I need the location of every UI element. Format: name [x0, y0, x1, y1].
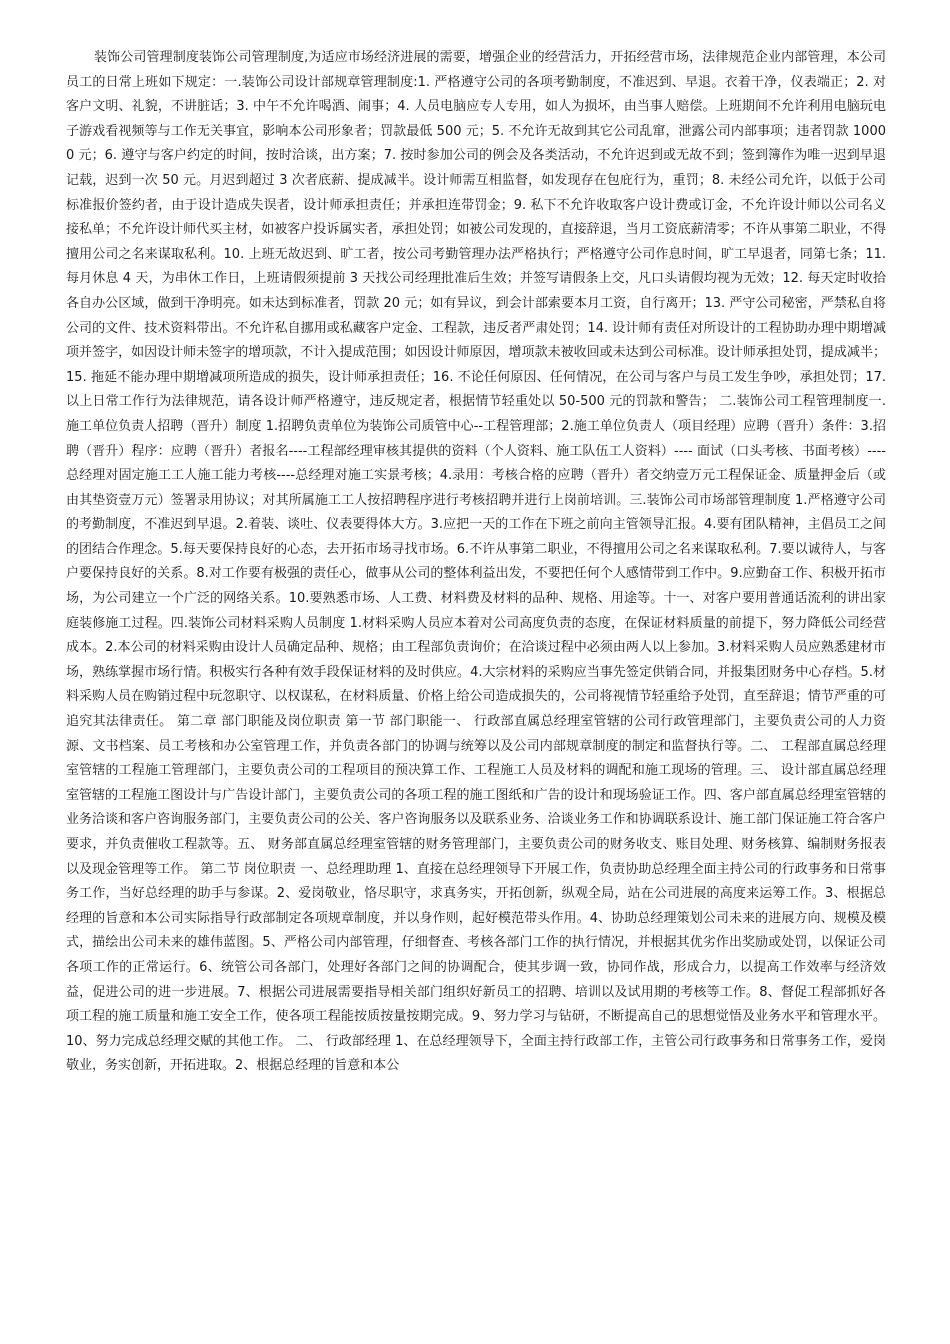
document-body-paragraph: 装饰公司管理制度装饰公司管理制度,为适应市场经济进展的需要，增强企业的经营活力，开拓经营市场，法律规范企业内部管理，本公司员工的日常上班如下规定：一.装饰公司设计部规章管理制度:1. 严格遵守公司的各项考勤制度，不准迟到、早退。衣着干净，仪表端正；2. 对客户文明、礼貌，不讲脏话；3. 中午不允许喝酒、闹事；4. 人员电脑应专人专用，如人为损坏，由当事人赔偿。上班期间不允许利用电脑玩电子游戏看视频等与工作无关事宜，影响本公司形象者；罚款最低 500 元；5. 不允许无故到其它公司乱窜，泄露公司内部事项；违者罚款 10000 元；6. 遵守与客户约定的时间，按时洽谈，出方案；7. 按时参加公司的例会及各类活动，不允许迟到或无故不到；签到簿作为唯一迟到早退记载，迟到一次 50 元。月迟到超过 3 次者底薪、提成减半。设计师需互相监督，如发现存在包庇行为，重罚；8. 未经公司允许，以低于公司标准报价签约者，由于设计造成失误者，设计师承担责任；并承担连带罚金；9. 私下不允许收取客户设计费或订金，不允许设计师以公司名义接私单；不允许设计师代买主材，如被客户投诉属实者，承担处罚；如被公司发现的，直接辞退，当月工资底薪清零；不许从事第二职业，不得擅用公司之名来谋取私利。10. 上班无故迟到、旷工者，按公司考勤管理办法严格执行；严格遵守公司作息时间，旷工早退者，同第七条；11. 每月休息 4 天，为串休工作日，上班请假须提前 3 天找公司经理批准后生效；并签写请假条上交，凡口头请假均视为无效；12. 每天定时收拾各自办公区域，做到干净明亮。如未达到标准者，罚款 20 元；如有异议，到会计部索要本月工资，自行离开；13. 严守公司秘密，严禁私自将公司的文件、技术资料带出。不允许私自挪用或私藏客户定金、工程款，违反者严肃处罚；14. 设计师有责任对所设计的工程协助办理中期增减项并签字，如因设计师未签字的增项款，不计入提成范围；如因设计师原因，增项款未被收回或未达到公司标准。设计师承担处罚，提成减半；15. 拖延不能办理中期增减项所造成的损失，设计师承担责任；16. 不论任何原因、任何情况，在公司与客户与员工发生争吵，承担处罚；17. 以上日常工作行为法律规范，请各设计师严格遵守，违反规定者，根据情节轻重处以 50-500 元的罚款和警告； 二.装饰公司工程管理制度一.施工单位负责人招聘（晋升）制度 1.招聘负责单位为装饰公司质管中心--工程管理部；2.施工单位负责人（项目经理）应聘（晋升）条件：3.招聘（晋升）程序：应聘（晋升）者报名----工程部经理审核其提供的资料（个人资料、施工队伍工人资料）---- 面试（口头考核、书面考核）----总经理对固定施工工人施工能力考核----总经理对施工实景考核；4.录用：考核合格的应聘（晋升）者交纳壹万元工程保证金、质量押金后（或由其垫资壹万元）签署录用协议；对其所属施工工人按招聘程序进行考核招聘并进行上岗前培训。三.装饰公司市场部管理制度 1.严格遵守公司的考勤制度，不准迟到早退。2.着装、谈吐、仪表要得体大方。3.应把一天的工作在下班之前向主管领导汇报。4.要有团队精神，主倡员工之间的团结合作理念。5.每天要保持良好的心态，去开拓市场寻找市场。6.不许从事第二职业，不得擅用公司之名来谋取私利。7.要以诚待人，与客户要保持良好的关系。8.对工作要有极强的责任心，做事从公司的整体利益出发，不要把任何个人感情带到工作中。9.应勤奋工作、积极开拓市场，为公司建立一个广泛的网络关系。10.要熟悉市场、人工费、材料费及材料的品种、规格、用途等。十一、对客户要用普通话流利的讲出家庭装修施工过程。四.装饰公司材料采购人员制度 1.材料采购人员应本着对公司高度负责的态度，在保证材料质量的前提下，努力降低公司经营成本。2.本公司的材料采购由设计人员确定品种、规格；由工程部负责询价；在洽谈过程中必须由两人以上参加。3.材料采购人员应熟悉建材市场，熟练掌握市场行情。积极实行各种有效手段保证材料的及时供应。4.大宗材料的采购应当事先签定供销合同，并报集团财务中心存档。5.材料采购人员在购销过程中玩忽职守、以权谋私，在材料质量、价格上给公司造成损失的，公司将视情节轻重给予处罚，直至辞退；情节严重的可追究其法律责任。 第二章 部门职能及岗位职责 第一节 部门职能一、 行政部直属总经理室管辖的公司行政管理部门，主要负责公司的人力资源、文书档案、员工考核和办公室管理工作，并负责各部门的协调与统筹以及公司内部规章制度的制定和监督执行等。二、 工程部直属总经理室管辖的工程施工管理部门，主要负责公司的工程项目的预决算工作、工程施工人员及材料的调配和施工现场的管理。三、 设计部直属总经理室管辖的工程施工图设计与广告设计部门，主要负责公司的各项工程的施工图纸和广告的设计和现场验证工作。四、客户部直属总经理室管辖的业务洽谈和客户咨询服务部门，主要负责公司的公关、客户咨询服务以及联系业务、洽谈业务工作和协调联系设计、施工部门保证施工符合客户要求，并负责催收工程款等。五、 财务部直属总经理室管辖的财务管理部门，主要负责公司的财务收支、账目处理、财务核算、编制财务报表以及现金管理等工作。 第二节 岗位职责 一、总经理助理 1、直接在总经理领导下开展工作，负责协助总经理全面主持公司的行政事务和日常事务工作，当好总经理的助手与参谋。2、爱岗敬业，恪尽职守，求真务实，开拓创新，纵观全局，站在公司进展的高度来运筹工作。3、根据总经理的旨意和本公司实际指导行政部制定各项规章制度，并以身作则，起好模范带头作用。4、协助总经理策划公司未来的进展方向、规模及模式，描绘出公司未来的雄伟蓝图。5、严格公司内部管理，仔细督查、考核各部门工作的执行情况，并根据其优劣作出奖励或处罚，以保证公司各项工作的正常运行。6、统管公司各部门，处理好各部门之间的协调配合，使其步调一致，协同作战，形成合力，以提高工作效率与经济效益，促进公司的进一步进展。7、根据公司进展需要指导相关部门组织好新员工的招聘、培训以及试用期的考核等工作。8、督促工程部抓好各项工程的施工质量和施工安全工作，使各项工程能按质按量按期完成。9、努力学习与钻研，不断提高自己的思想觉悟及业务水平和管理水平。10、努力完成总经理交赋的其他工作。 二、 行政部经理 1、在总经理领导下，全面主持行政部工作，主管公司行政事务和日常事务工作，爱岗敬业，务实创新，开拓进取。2、根据总经理的旨意和本公: [66, 50, 886, 1074]
document-page: [66, 46, 886, 1079]
